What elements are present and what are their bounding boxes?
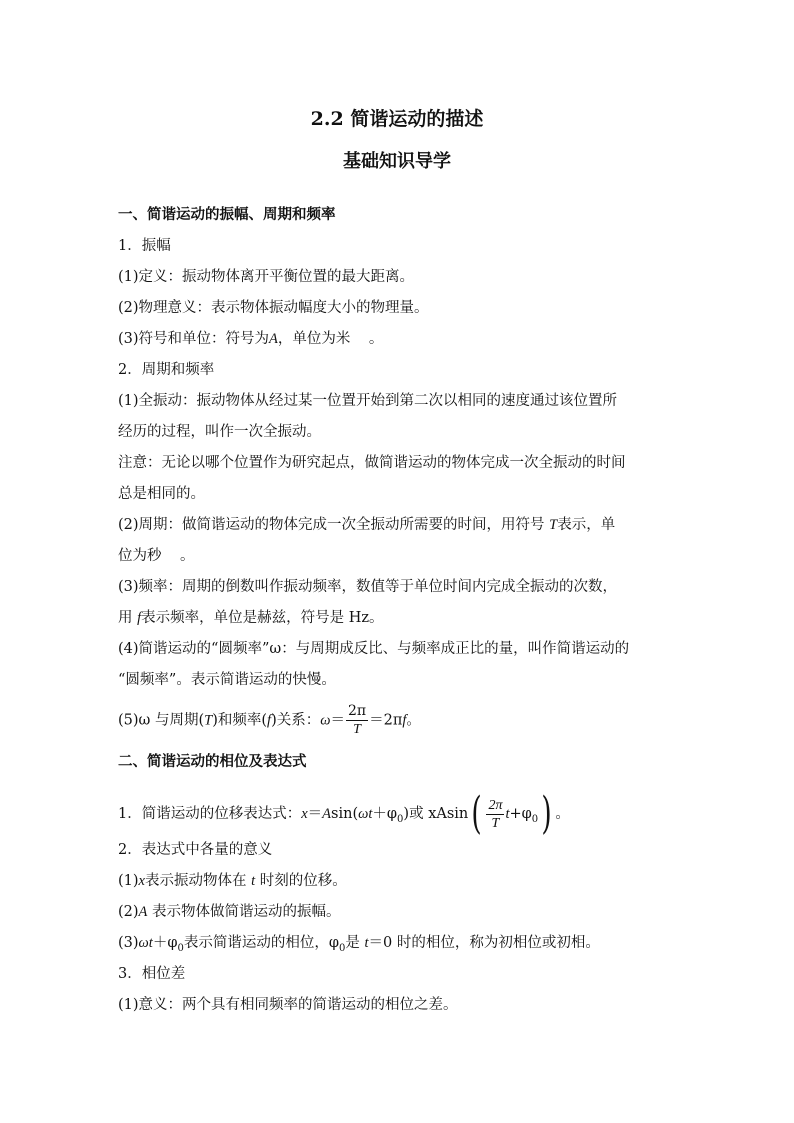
section2-heading: 二、简谐运动的相位及表达式 [118,753,307,770]
text: (2)周期：做简谐运动的物体完成一次全振动所需要的时间，用符号 [118,517,545,533]
text: 。 [179,548,195,564]
text: ＋φ [152,935,178,951]
section1-heading: 一、简谐运动的振幅、周期和频率 [118,206,336,223]
text: ＝2π [369,712,403,729]
fraction-denominator: T [353,722,361,737]
variable-omega-t: ωt [138,935,153,951]
text: 时刻的位移。 [259,873,347,889]
variable-f: f [267,712,272,729]
meaning-title: 2．表达式中各量的意义 [118,842,273,858]
variable-omega-t: ωt [358,806,373,822]
text: 。 [406,712,421,729]
subscript: 0 [177,942,184,954]
text: ＝ [307,806,323,822]
text: 。 [368,331,384,347]
note-l1: 注意：无论以哪个位置作为研究起点，做简谐运动的物体完成一次全振动的时间 [118,455,626,471]
note-l2: 总是相同的。 [118,486,205,502]
text: ＝0 时的相位，称为初相位或初相。 [368,935,600,951]
subscript: 0 [339,942,346,954]
text: 表示，单 [557,517,616,533]
text: (3)符号和单位：符号为 [118,331,270,347]
right-paren-icon: ) [541,788,552,839]
full-vibration-l1: (1)全振动：振动物体从经过某一位置开始到第二次以相同的速度通过该位置所 [118,393,618,409]
frequency-l1: (3)频率：周期的倒数叫作振动频率，数值等于单位时间内完成全振动的次数， [118,579,618,595]
text: 表示振动物体在 [144,873,247,889]
variable-t: t [364,935,369,951]
variable-f: f [137,610,142,626]
variable-t: t [505,806,510,822]
meaning-2 [118,902,341,922]
text: )关系： [271,712,321,729]
page-title: 2.2 简谐运动的描述 [310,108,484,130]
text: ＋φ [372,806,398,822]
text: 表示简谐运动的相位，φ [183,935,340,951]
text: 表示物体做简谐运动的振幅。 [152,904,341,920]
amp-meaning: (2)物理意义：表示物体振动幅度大小的物理量。 [118,300,429,316]
variable-t: t [251,873,256,889]
expression-line [118,788,570,839]
meaning-1 [118,871,347,891]
fraction-2pi-over-T [486,797,504,832]
variable-f: f [402,712,407,729]
text: (2) [118,904,139,920]
text: 表示频率，单位是赫兹，符号是 Hz。 [141,610,384,626]
frequency-l2 [118,608,384,628]
variable-T: T [204,712,213,729]
variable-x: x [301,806,308,822]
text: +φ [509,806,532,822]
text: 位为秒 [118,548,162,564]
period-title: 2．周期和频率 [118,362,215,378]
text: ，单位为米 [277,331,351,347]
amp-symbol-line [118,329,383,349]
omega-l1: (4)简谐运动的“圆频率”ω：与周期成反比、与频率成正比的量，叫作简谐运动的 [118,641,630,657]
variable-omega: ω [320,712,331,729]
meaning-3 [118,933,600,959]
text: (1) [118,873,139,889]
variable-A: A [138,904,148,920]
variable-A: A [322,806,332,822]
period-l2 [118,546,194,566]
omega-relation [118,703,421,738]
subscript: 0 [397,813,404,825]
omega-l2: “圆频率”。表示简谐运动的快慢。 [118,672,336,688]
text: 1．简谐运动的位移表达式： [118,806,302,822]
left-paren-icon: ( [471,788,483,839]
variable-T: T [549,517,558,533]
text: (5)ω 与周期( [118,712,205,729]
text: 用 [118,610,133,626]
fraction-denominator: T [491,815,500,831]
text: ＝ [330,712,345,729]
text: 。 [555,806,570,822]
period-l1 [118,515,615,535]
variable-A: A [269,331,278,347]
phase-diff-title: 3．相位差 [118,966,186,982]
amp-title: 1．振幅 [118,238,171,254]
fraction-numerator: 2π [488,797,503,813]
full-vibration-l2: 经历的过程，叫作一次全振动。 [118,424,321,440]
text: )或 xAsin [403,806,469,822]
text: (3) [118,935,139,951]
text: sin( [331,806,359,822]
text: 是 [345,935,360,951]
fraction-2pi-over-T [346,703,368,738]
page-subtitle: 基础知识导学 [343,151,451,172]
phase-diff-definition: (1)意义：两个具有相同频率的简谐运动的相位之差。 [118,997,458,1013]
subscript: 0 [531,813,539,825]
text: )和频率( [212,712,268,729]
variable-x: x [138,873,145,889]
fraction-numerator: 2π [348,703,367,719]
amp-definition: (1)定义：振动物体离开平衡位置的最大距离。 [118,269,415,285]
